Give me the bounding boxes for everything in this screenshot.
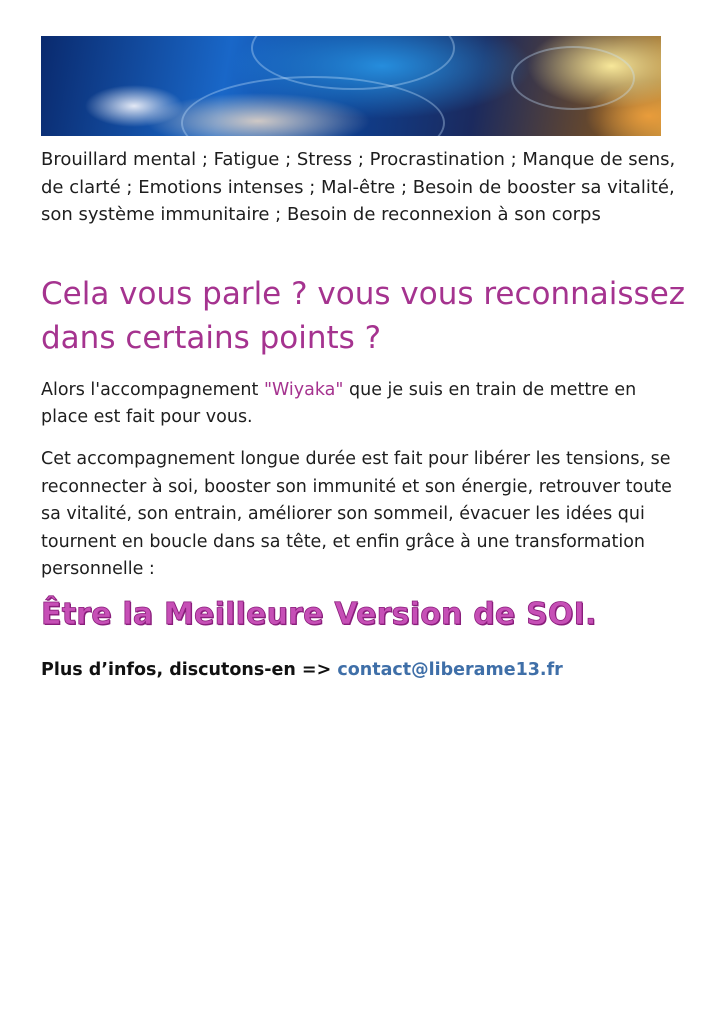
page-headline: Cela vous parle ? vous vous reconnaissez dans certains points ? xyxy=(41,276,686,356)
contact-lead: Plus d’infos, discutons-en => xyxy=(41,660,338,680)
contact-email-link[interactable]: contact@liberame13.fr xyxy=(337,660,563,680)
cosmic-banner-image xyxy=(41,36,661,136)
intro-paragraph xyxy=(41,377,681,431)
paragraph-text-before: Alors l'accompagnement xyxy=(41,380,264,400)
program-name: "Wiyaka" xyxy=(263,380,344,400)
contact-line xyxy=(41,656,681,684)
description-paragraph: Cet accompagnement longue durée est fait pour libérer les tensions, se reconnecter à soi, booster son immunité et son énergie, retrouver toute sa vitalité, son entrain, améliorer son sommeil, évacuer les idées qui tournent en boucle dans sa tête, et enfin grâce à une transformation personnelle : xyxy=(41,449,672,579)
symptoms-text: Brouillard mental ; Fatigue ; Stress ; Procrastination ; Manque de sens, de clarté ; Emotions intenses ; Mal-être ; Besoin de booster sa vitalité, son système immunitaire ; Besoin de reconnexion à son corps xyxy=(41,149,676,225)
tagline: Être la Meilleure Version de SOI. xyxy=(41,597,597,632)
paragraph-text-after: que je suis en train de mettre en place est fait pour vous. xyxy=(41,380,637,427)
